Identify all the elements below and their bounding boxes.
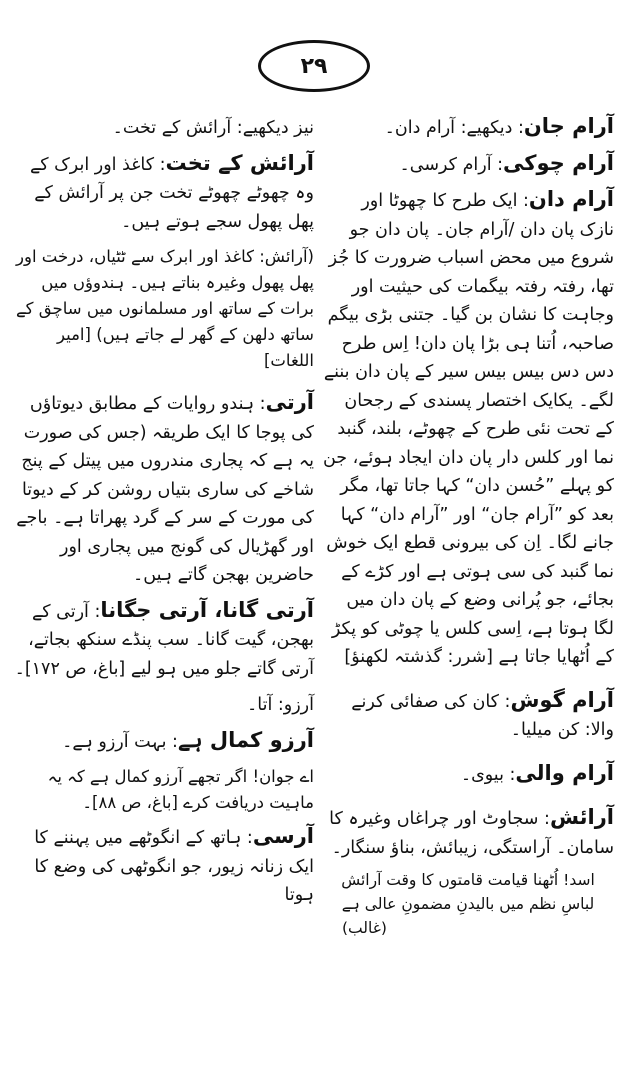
entry-definition: : ایک طرح کا چھوٹا اور نازک پان دان /آرام جان۔ پان دان جو شروع میں محض اسباب ضرورت کا جُز تھا، رفتہ رفتہ بیگمات کی حیثیت اور وجاہت کا نشان بن گیا۔ جتنی بڑی بیگم صاحبہ، اُتنا ہی بڑا پان دان! اِس طرح دس دس بیس بیس سیر کے پان دان بننے لگے۔ یکایک اختصار پسندی کے رجحان کے تحت نئی طرح کے چھوٹے، بلند، گنبد نما اور کلس دار پان دان ایجاد ہوئے، جن کو پہلے ”حُسن دان“ کہا جاتا تھا، مگر بعد کو ”آرام جان“ اور ”آرام دان“ کہا جانے لگا۔ اِن کی بیرونی قطع ایک خوش نما گنبد کی سی ہوتی ہے اور کڑے کے بجائے، جو پُرانی وضع کے پان دان میں لگا ہوتا ہے، اِسی کلس یا چوٹی کو پکڑ کے اُٹھایا جاتا ہے [شرر: گذشتہ لکھنؤ] — [322, 191, 614, 667]
entry-aram-gosh — [322, 686, 614, 745]
entry-quote-bagh — [14, 762, 314, 816]
entry-aram-dan — [322, 185, 614, 672]
entry-headword: آرام دان — [528, 187, 614, 211]
entry-see-also — [14, 112, 314, 143]
entry-headword: آرام چوکی — [503, 150, 614, 175]
verse-line-2: لباسِ نظم میں بالیدنِ مضمونِ عالی ہے — [341, 895, 595, 913]
entry-aaraish — [322, 803, 614, 862]
entry-aram-chauki — [322, 149, 614, 180]
entry-aarzu-aata — [14, 689, 314, 720]
entry-definition: آرزو: آتا۔ — [247, 695, 314, 715]
entry-definition: : کاغذ اور ابرک کے وہ چھوٹے چھوٹے تخت جن پر آرائش کے پھل پھول سجے ہوتے ہیں۔ — [29, 154, 314, 232]
entry-headword: آرائش — [549, 805, 614, 829]
entry-quote-ameer — [14, 242, 314, 374]
entry-definition: : آرتی کے بھجن، گیت گانا۔ سب پنڈے سنکھ بجاتے، آرتی گاتے جلو میں ہو لیے [باغ، ص ۱۷۲]۔ — [14, 601, 314, 679]
entry-headword: آرام گوش — [510, 687, 614, 712]
entry-headword: آرتی گانا، آرتی جگانا — [100, 597, 314, 622]
entry-aaraish-ke-takht — [14, 149, 314, 237]
verse-line-1: اسد! اُٹھنا قیامت قامتوں کا وقت آرائش — [341, 871, 595, 889]
entry-aarti — [14, 388, 314, 590]
entry-headword: آرسی — [252, 824, 314, 848]
entry-aarsi — [14, 822, 314, 910]
entry-definition: (آرائش: کاغذ اور ابرک سے ٹٹیاں، درخت اور پھل پھول وغیرہ بناتے ہیں۔ ہندوؤں میں برات کے ساتھ اور مسلمانوں میں ساچق کے ساتھ دلھن کے گھر لے جاتے ہیں) [امیر اللغات] — [16, 247, 314, 370]
entry-aarzu-kamal — [14, 726, 314, 757]
entry-headword: آرام والی — [515, 760, 614, 785]
entry-definition: : بہت آرزو ہے۔ — [62, 731, 178, 752]
entry-definition: : بیوی۔ — [460, 764, 516, 785]
entry-definition: : آرام کرسی۔ — [399, 154, 504, 175]
entry-definition: : ہاتھ کے انگوٹھے میں پہننے کا ایک زنانہ زیور، جو انگوٹھی کی وضع کا ہوتا — [34, 828, 314, 905]
entry-definition: : دیکھیے: آرام دان۔ — [384, 118, 524, 138]
right-column — [322, 112, 614, 940]
entry-definition: : کان کی صفائی کرنے والا: کن میلیا۔ — [351, 691, 614, 740]
page-number: ۲۹ — [258, 40, 370, 92]
entry-headword: آرائش کے تخت — [165, 150, 314, 175]
entry-aram-wali — [322, 759, 614, 790]
entry-definition: نیز دیکھیے: آرائش کے تخت۔ — [112, 118, 314, 138]
verse-poet: (غالب) — [342, 919, 387, 937]
ghalib-verse — [322, 868, 614, 940]
entry-definition: : ہندو روایات کے مطابق دیوتاؤں کی پوجا کا ایک طریقہ (جس کی صورت یہ ہے کہ پجاری مندروں میں پیتل کے پنج شاخے کی ساری بتیاں روشن کر کے دیوتا کی مورت کے سر کے گرد پھراتا ہے۔ باجے اور گھڑیال کی گونج میں پجاری اور حاضرین بھجن گاتے ہیں۔ — [16, 394, 314, 585]
entry-aarti-gana — [14, 596, 314, 684]
entry-aram-jan — [322, 112, 614, 143]
entry-definition: اے جوان! اگر تجھے آرزو کمال ہے کہ یہ ماہیت دریافت کرے [باغ، ص ۸۸]۔ — [47, 767, 314, 812]
left-column — [14, 112, 314, 924]
entry-headword: آرام جان — [523, 114, 614, 138]
entry-headword: آرتی — [265, 390, 314, 414]
entry-definition: : سجاوٹ اور چراغاں وغیرہ کا سامان۔ آراستگی، زیبائش، بناؤ سنگار۔ — [329, 809, 614, 858]
entry-headword: آرزو کمال ہے — [177, 727, 314, 752]
